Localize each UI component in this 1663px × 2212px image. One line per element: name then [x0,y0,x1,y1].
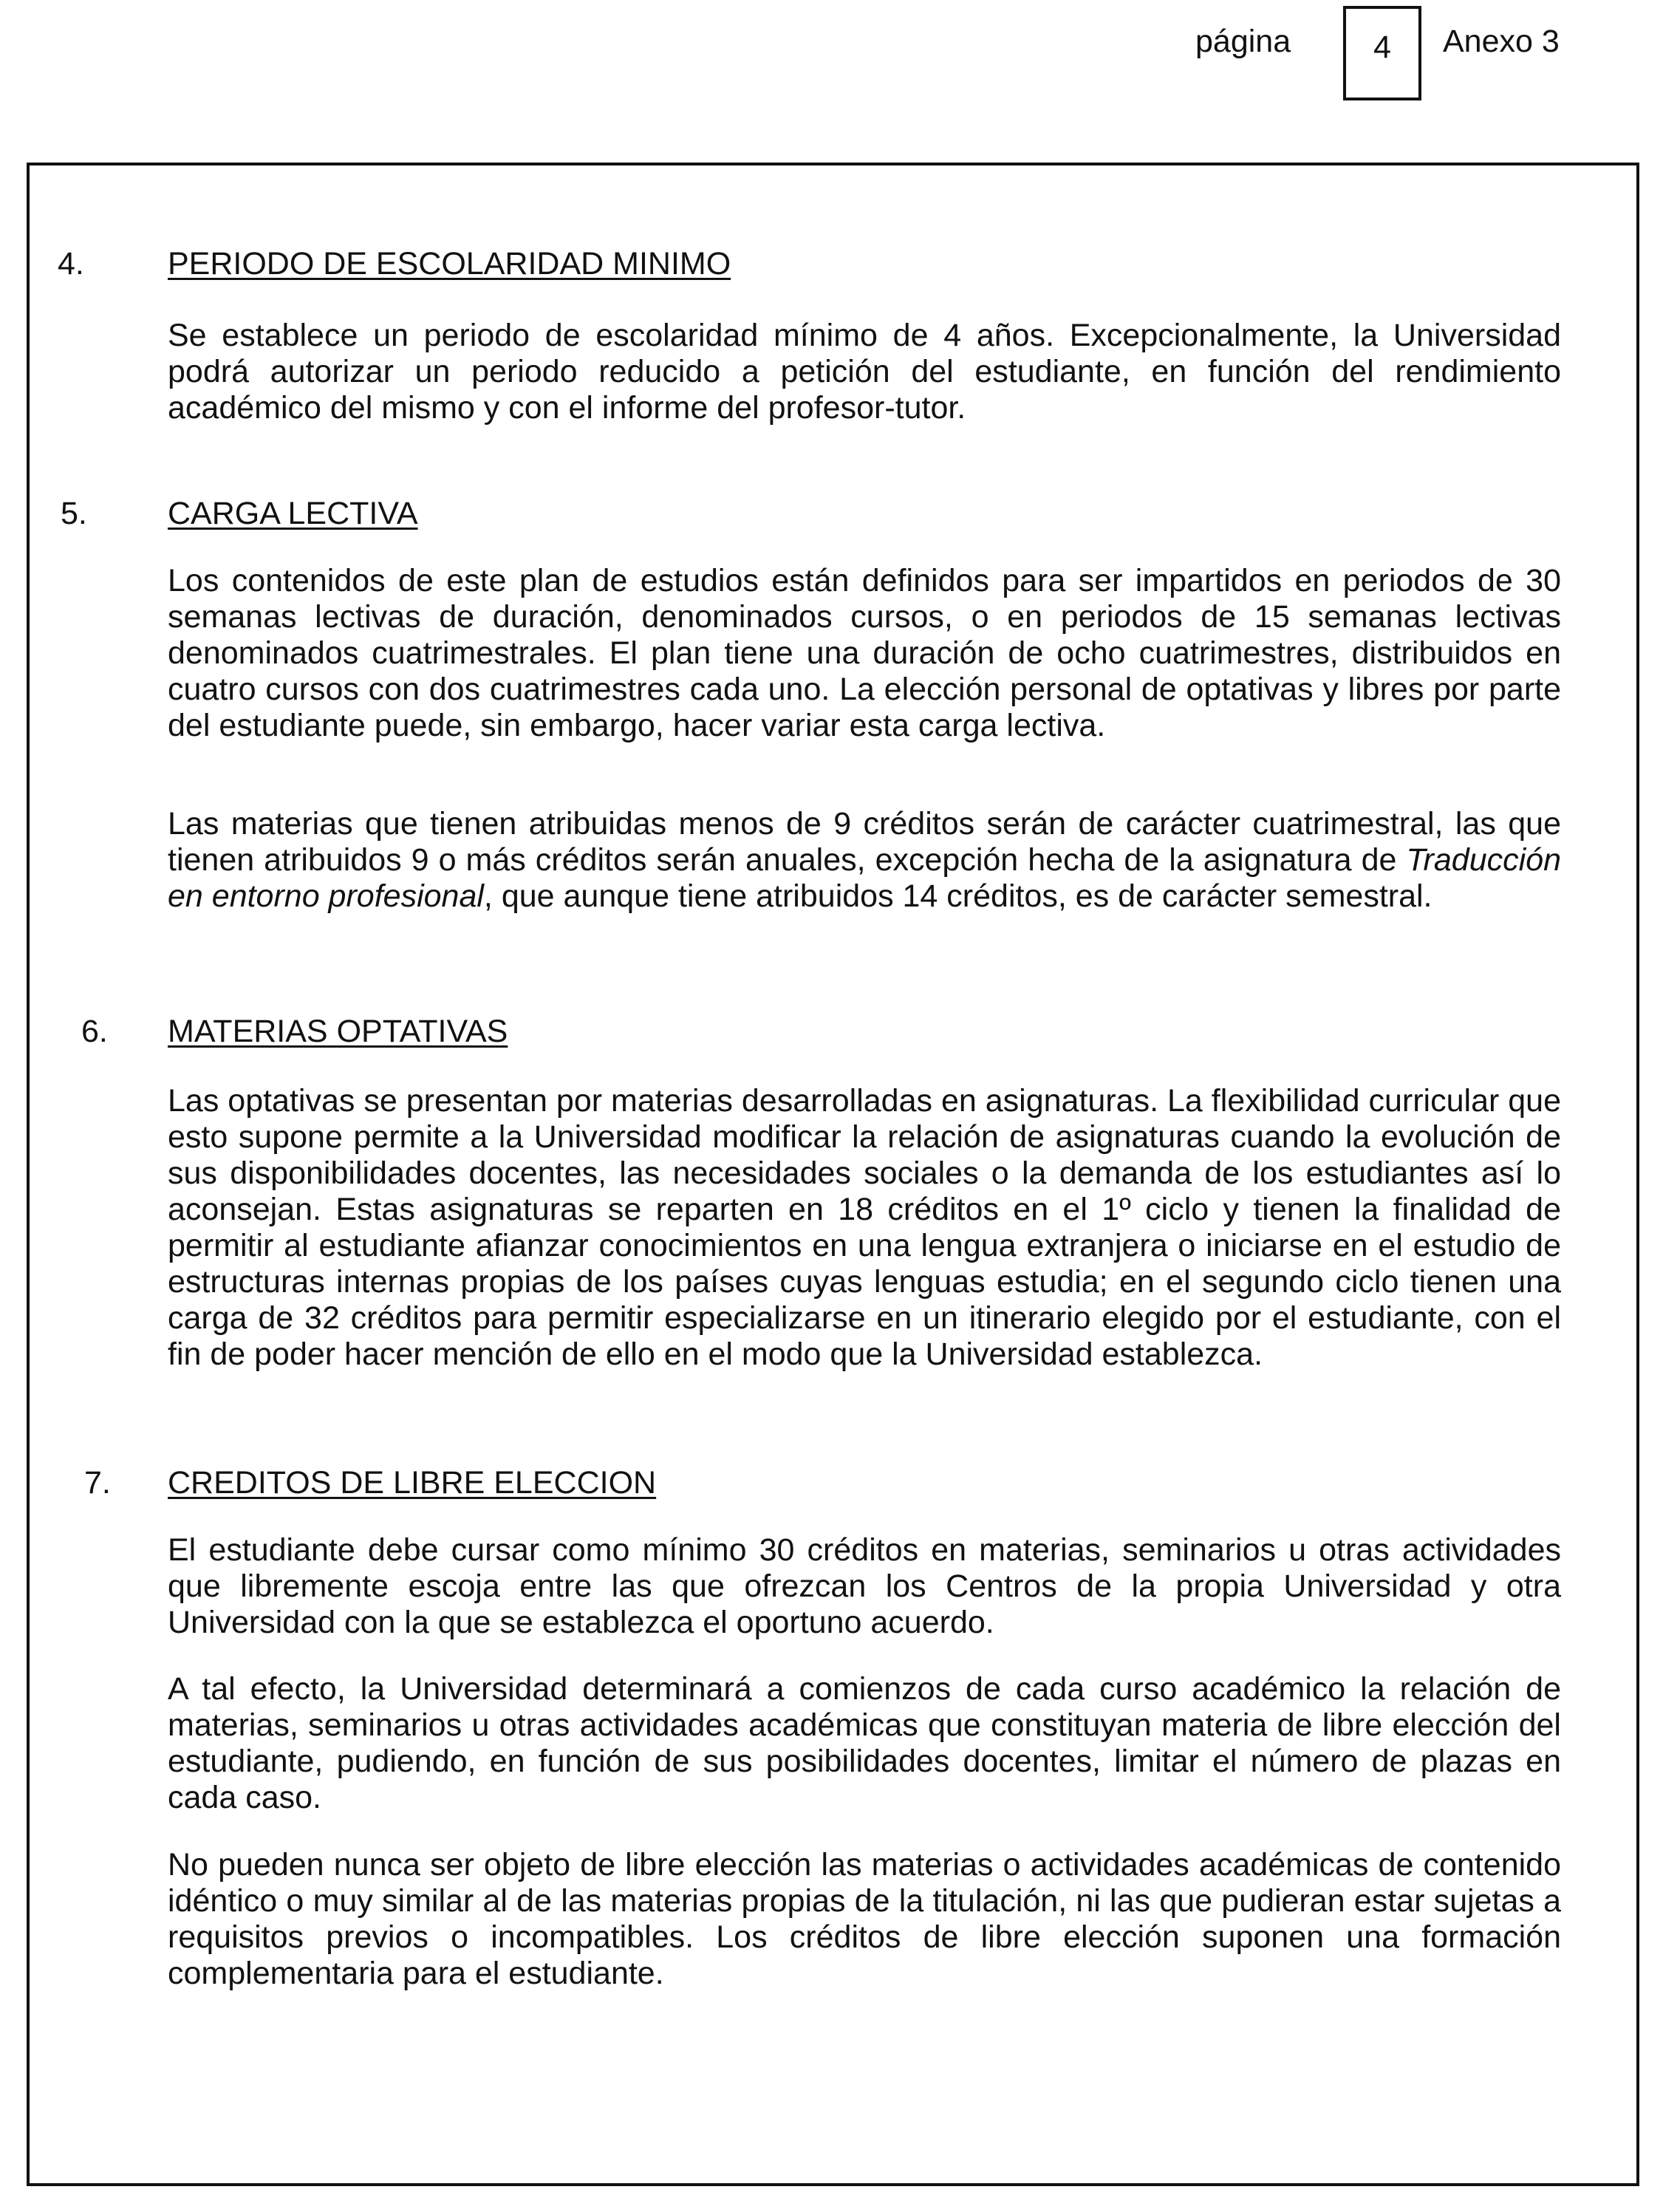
section-paragraph: Los contenidos de este plan de estudios están definidos para ser impartidos en periodos de 30 semanas lectivas de duración, denominados cursos, o en periodos de 15 semanas lectivas denominados cuatrimestrales. El plan tiene una duración de ocho cuatrimestres, distribuidos en cuatro cursos con dos cuatrimestres cada uno. La elección personal de optativas y libres por parte del estudiante puede, sin embargo, hacer variar esta carga lectiva. [168,563,1561,743]
section-paragraph [168,806,1561,915]
section-paragraph: A tal efecto, la Universidad determinará a comienzos de cada curso académico la relación de materias, seminarios u otras actividades académicas que constituyan materia de libre elección del estudiante, pudiendo, en función de sus posibilidades docentes, limitar el número de plazas en cada caso. [168,1671,1561,1815]
page-number-box: 4 [1343,6,1421,100]
section-title: PERIODO DE ESCOLARIDAD MINIMO [168,246,731,281]
section-title: CREDITOS DE LIBRE ELECCION [168,1465,657,1501]
subject-name-italic: Traducción en entorno profesional [168,842,1561,914]
paragraph-text: Las materias que tienen atribuidas menos de 9 créditos serán de carácter cuatrimestral, las que tienen atribuidos 9 o más créditos serán anuales, excepción hecha de la asignatura de [168,806,1561,878]
pagina-label: página [1195,24,1291,59]
section-title: MATERIAS OPTATIVAS [168,1014,508,1049]
section-paragraph: Se establece un periodo de escolaridad mínimo de 4 años. Excepcionalmente, la Universidad podrá autorizar un periodo reducido a petición del estudiante, en función del rendimiento académico del mismo y con el informe del profesor-tutor. [168,318,1561,426]
section-number: 5. [61,496,87,531]
section-title: CARGA LECTIVA [168,496,418,531]
section-paragraph: No pueden nunca ser objeto de libre elección las materias o actividades académicas de contenido idéntico o muy similar al de las materias propias de la titulación, ni las que pudieran estar sujetas a requisitos previos o incompatibles. Los créditos de libre elección suponen una formación complementaria para el estudiante. [168,1847,1561,1991]
paragraph-text: , que aunque tiene atribuidos 14 créditos, es de carácter semestral. [483,878,1432,914]
anexo-label: Anexo 3 [1443,24,1560,59]
section-number: 6. [81,1014,108,1049]
section-paragraph: Las optativas se presentan por materias desarrolladas en asignaturas. La flexibilidad curricular que esto supone permite a la Universidad modificar la relación de asignaturas cuando la evolución de sus disponibilidades docentes, las necesidades sociales o la demanda de los estudiantes así lo aconsejan. Estas asignaturas se reparten en 18 créditos en el 1º ciclo y tienen la finalidad de permitir al estudiante afianzar conocimientos en una lengua extranjera o iniciarse en el estudio de estructuras internas propias de los países cuyas lenguas estudia; en el segundo ciclo tienen una carga de 32 créditos para permitir especializarse en un itinerario elegido por el estudiante, con el fin de poder hacer mención de ello en el modo que la Universidad establezca. [168,1083,1561,1372]
section-number: 4. [58,246,84,281]
section-paragraph: El estudiante debe cursar como mínimo 30 créditos en materias, seminarios u otras actividades que libremente escoja entre las que ofrezcan los Centros de la propia Universidad y otra Universidad con la que se establezca el oportuno acuerdo. [168,1532,1561,1640]
page-header [0,0,1663,111]
section-number: 7. [84,1465,111,1501]
